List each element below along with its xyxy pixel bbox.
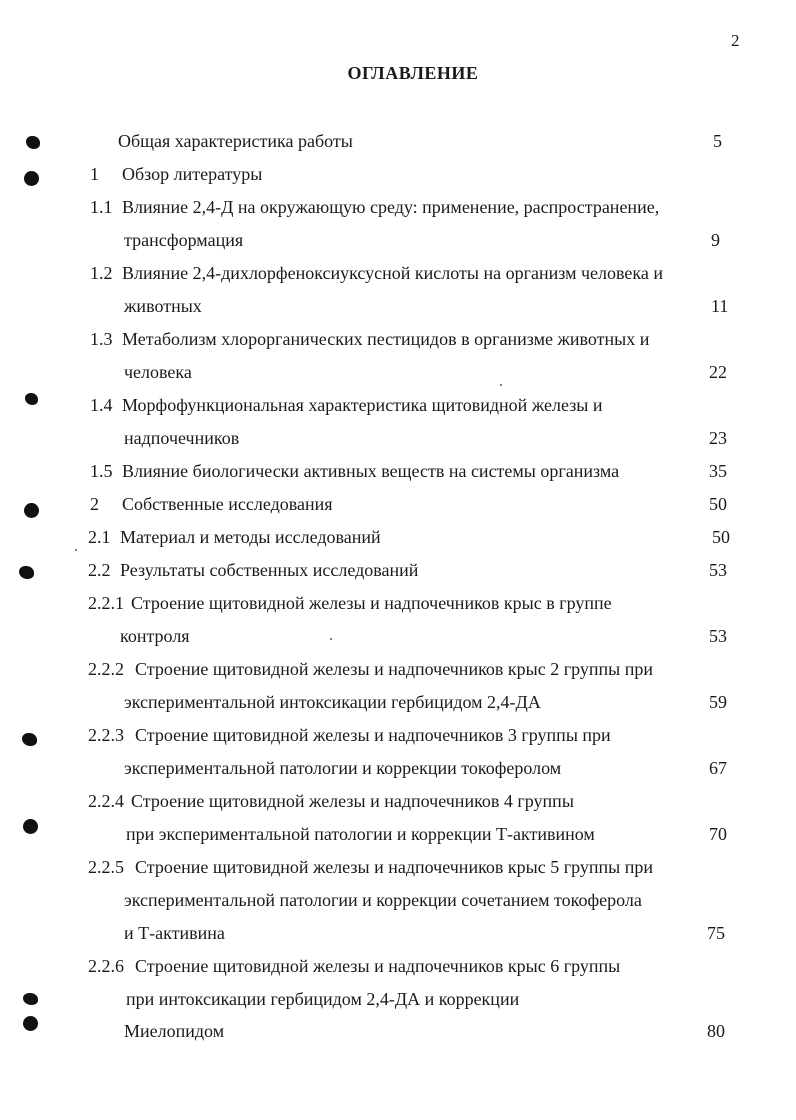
toc-page-number: 70 (709, 824, 727, 844)
toc-entry-number: 2.2.3 (88, 725, 124, 745)
toc-entry-title: Общая характеристика работы (118, 131, 353, 151)
toc-page-number: 67 (709, 758, 727, 778)
toc-entry-title-cont: экспериментальной патологии и коррекции сочетанием токоферола (124, 890, 642, 910)
toc-entry-title: Влияние биологически активных веществ на системы организма (122, 461, 620, 481)
ink-blot (19, 566, 34, 579)
toc-page-number: 75 (707, 923, 725, 943)
speck (75, 549, 77, 551)
toc-page-number: 50 (712, 527, 730, 547)
toc-page-number: 53 (709, 626, 727, 646)
page-title: ОГЛАВЛЕНИЕ (347, 63, 479, 83)
toc-entry-number: 2.2.5 (88, 857, 124, 877)
toc-entry-number: 1.4 (90, 395, 113, 415)
punch-hole (23, 1016, 38, 1031)
toc-entry-title-cont: экспериментальной интоксикации гербицидом 2,4-ДА (124, 692, 541, 712)
toc-entry-number: 2.2.1 (88, 593, 124, 613)
toc-entry-title: Строение щитовидной железы и надпочечников 4 группы (131, 791, 574, 811)
toc-entry-number: 1 (90, 164, 99, 184)
toc-entry-title: Обзор литературы (122, 164, 263, 184)
toc-entry-title-cont: экспериментальной патологии и коррекции токоферолом (124, 758, 562, 778)
toc-entry-title-cont: Миелопидом (124, 1021, 225, 1041)
punch-hole (24, 171, 39, 186)
ink-blot (23, 993, 38, 1005)
toc-entry-title-cont: человека (124, 362, 192, 382)
toc-entry-title: Метаболизм хлорорганических пестицидов в организме животных и (122, 329, 650, 349)
ink-blot (26, 136, 40, 149)
toc-entry-number: 1.3 (90, 329, 113, 349)
toc-entry-number: 2.2 (88, 560, 111, 580)
punch-hole (24, 503, 39, 518)
toc-entry-title-cont: надпочечников (124, 428, 240, 448)
toc-entry-title-cont: трансформация (124, 230, 244, 250)
toc-page-number: 9 (711, 230, 720, 250)
toc-entry-title-cont: животных (124, 296, 202, 316)
toc-entry-title: Морфофункциональная характеристика щитовидной железы и (122, 395, 603, 415)
toc-entry-number: 1.1 (90, 197, 113, 217)
toc-entry-title: Строение щитовидной железы и надпочечников крыс в группе (131, 593, 612, 613)
ink-blot (25, 393, 38, 405)
ink-blot (22, 733, 37, 746)
speck (330, 638, 332, 640)
toc-entry-title-cont: при экспериментальной патологии и коррекции Т-активином (126, 824, 595, 844)
toc-entry-title: Материал и методы исследований (120, 527, 381, 547)
toc-page-number: 23 (709, 428, 727, 448)
toc-entry-number: 2 (90, 494, 99, 514)
toc-entry-title-cont: контроля (120, 626, 190, 646)
toc-page-number: 35 (709, 461, 727, 481)
toc-page-number: 5 (713, 131, 722, 151)
toc-entry-title: Строение щитовидной железы и надпочечников 3 группы при (135, 725, 611, 745)
punch-hole (23, 819, 38, 834)
toc-entry-number: 1.2 (90, 263, 113, 283)
toc-entry-title: Влияние 2,4-Д на окружающую среду: применение, распространение, (122, 197, 660, 217)
toc-entry-title-cont: и Т-активина (124, 923, 225, 943)
speck (500, 384, 502, 386)
toc-page-number: 11 (711, 296, 729, 316)
toc-entry-title-cont: при интоксикации гербицидом 2,4-ДА и коррекции (126, 989, 520, 1009)
toc-entry-title: Строение щитовидной железы и надпочечников крыс 5 группы при (135, 857, 654, 877)
toc-page-number: 53 (709, 560, 727, 580)
toc-page-number: 59 (709, 692, 727, 712)
toc-entry-title: Собственные исследования (122, 494, 333, 514)
toc-entry-number: 2.2.4 (88, 791, 124, 811)
toc-entry-number: 2.2.2 (88, 659, 124, 679)
toc-entry-title: Результаты собственных исследований (120, 560, 419, 580)
toc-entry-number: 2.2.6 (88, 956, 124, 976)
toc-entry-title: Строение щитовидной железы и надпочечников крыс 2 группы при (135, 659, 654, 679)
toc-entry-title: Влияние 2,4-дихлорфеноксиуксусной кислоты на организм человека и (122, 263, 664, 283)
toc-page-number: 22 (709, 362, 727, 382)
toc-page-number: 50 (709, 494, 727, 514)
toc-page-number: 80 (707, 1021, 725, 1041)
toc-entry-number: 1.5 (90, 461, 113, 481)
page-number: 2 (731, 31, 740, 50)
toc-entry-number: 2.1 (88, 527, 111, 547)
toc-entry-title: Строение щитовидной железы и надпочечников крыс 6 группы (135, 956, 621, 976)
